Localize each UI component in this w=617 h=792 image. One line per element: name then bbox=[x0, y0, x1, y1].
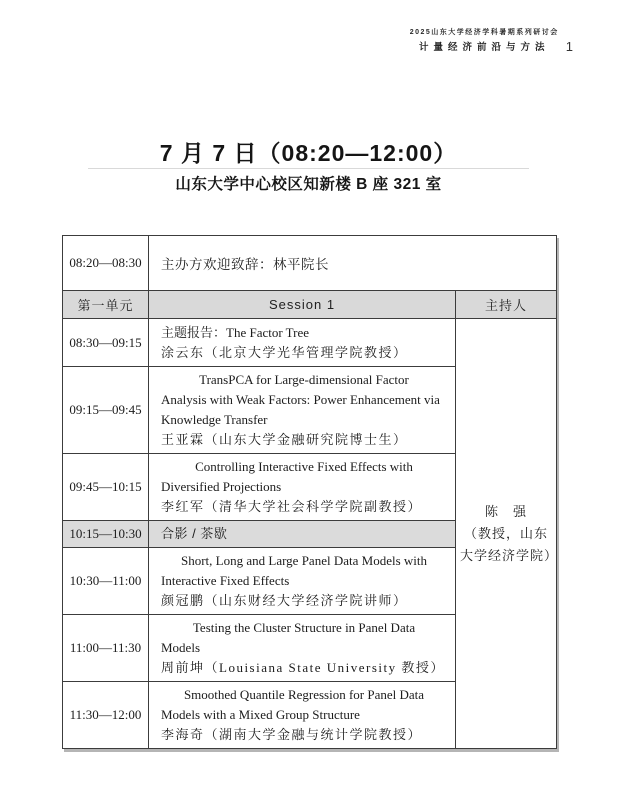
speaker-line: 李海奇（湖南大学金融与统计学院教授） bbox=[161, 727, 423, 742]
talk-cell bbox=[149, 615, 456, 682]
chair-header-cell: 主持人 bbox=[456, 291, 557, 319]
section-header-row bbox=[63, 291, 557, 319]
talk-title-line: Models with a Mixed Group Structure bbox=[161, 707, 360, 722]
talk-cell bbox=[149, 548, 456, 615]
break-cell bbox=[149, 521, 456, 548]
talk-title-line: 合影 / 茶歇 bbox=[161, 526, 228, 541]
talk-title-line: Testing the Cluster Structure in Panel Data bbox=[192, 620, 416, 635]
unit-header-cell: 第一单元 bbox=[63, 291, 149, 319]
running-header-lines bbox=[410, 27, 559, 53]
talk-title-line: Short, Long and Large Panel Data Models with bbox=[181, 553, 427, 568]
time-cell: 10:15—10:30 bbox=[63, 521, 149, 548]
talk-cell bbox=[149, 319, 456, 367]
session-row bbox=[63, 319, 557, 367]
time-cell: 09:45—10:15 bbox=[63, 454, 149, 521]
speaker-line: 颜冠鹏（山东财经大学经济学院讲师） bbox=[161, 593, 408, 608]
series-title: 2025山东大学经济学科暑期系列研讨会 bbox=[409, 29, 559, 36]
speaker-line: 周前坤（Louisiana State University 教授） bbox=[161, 660, 445, 675]
time-cell: 08:30—09:15 bbox=[63, 319, 149, 367]
title-divider bbox=[88, 168, 529, 169]
time-cell: 11:00—11:30 bbox=[63, 615, 149, 682]
talk-title-line: Controlling Interactive Fixed Effects with bbox=[195, 459, 413, 474]
session-header-cell: Session 1 bbox=[149, 291, 456, 319]
talk-title-line: Diversified Projections bbox=[161, 479, 282, 494]
talk-title-line: TransPCA for Large-dimensional Factor bbox=[199, 372, 409, 387]
time-cell: 09:15—09:45 bbox=[63, 367, 149, 454]
chair-cell bbox=[456, 319, 557, 749]
talk-title-line: 主题报告：The Factor Tree bbox=[161, 324, 310, 340]
talk-title-line: Analysis with Weak Factors: Power Enhancement via bbox=[161, 392, 440, 407]
chair-line: 陈 强 bbox=[484, 503, 527, 519]
talk-cell bbox=[149, 454, 456, 521]
time-cell: 11:30—12:00 bbox=[63, 682, 149, 749]
talk-cell bbox=[149, 367, 456, 454]
welcome-row bbox=[63, 236, 557, 291]
chair-line: （教授，山东 bbox=[463, 525, 548, 541]
welcome-cell: 主办方欢迎致辞：林平院长 bbox=[149, 236, 557, 291]
talk-title-line: Interactive Fixed Effects bbox=[161, 573, 290, 588]
running-header bbox=[410, 27, 573, 53]
conference-title: 计量经济前沿与方法 bbox=[418, 42, 550, 53]
speaker-line: 涂云东（北京大学光华管理学院教授） bbox=[161, 344, 408, 360]
time-cell: 08:20—08:30 bbox=[63, 236, 149, 291]
time-cell: 10:30—11:00 bbox=[63, 548, 149, 615]
venue-subtitle: 山东大学中心校区知新楼 B 座 321 室 bbox=[175, 176, 442, 193]
speaker-line: 李红军（清华大学社会科学学院副教授） bbox=[161, 499, 423, 514]
chair-line: 大学经济学院） bbox=[460, 547, 559, 563]
talk-title-line: Knowledge Transfer bbox=[161, 412, 268, 427]
date-title: 7 月 7 日（08:20—12:00） bbox=[159, 140, 458, 166]
schedule-table bbox=[62, 235, 557, 749]
talk-cell bbox=[149, 682, 456, 749]
speaker-line: 王亚霖（山东大学金融研究院博士生） bbox=[161, 432, 408, 447]
talk-title-line: Smoothed Quantile Regression for Panel Data bbox=[183, 687, 425, 702]
page-number: 1 bbox=[565, 39, 573, 54]
talk-title-line: Models bbox=[161, 640, 200, 655]
